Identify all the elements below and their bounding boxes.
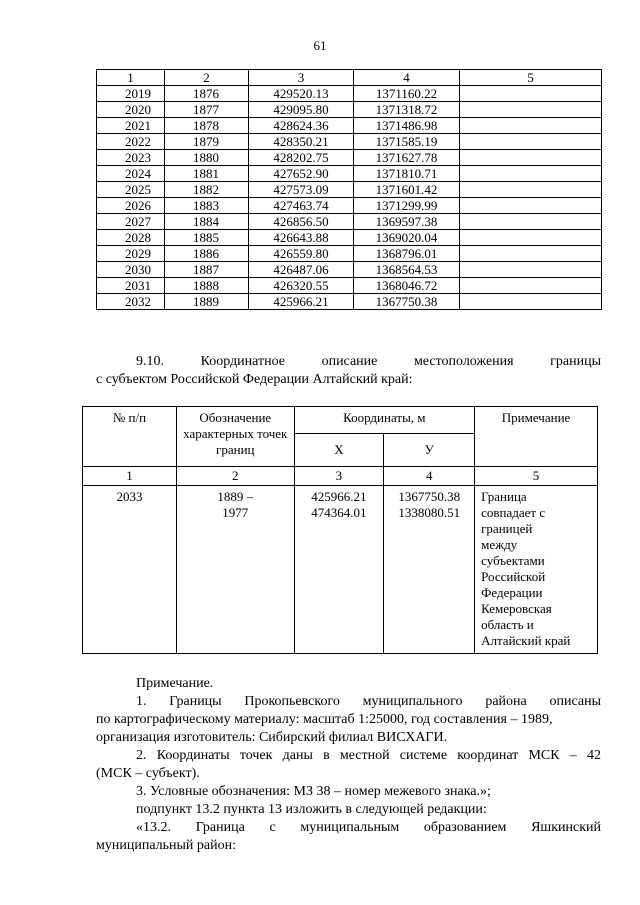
- note-line: Граница: [481, 489, 527, 504]
- y-coordinate: 1368046.72: [354, 278, 460, 294]
- point-number: 2026: [97, 198, 165, 214]
- column-index: 5: [475, 467, 598, 486]
- table-row: [97, 134, 602, 150]
- point-number: 2025: [97, 182, 165, 198]
- table-header-row: [97, 70, 602, 86]
- point-number: 2021: [97, 118, 165, 134]
- table-row: [97, 294, 602, 310]
- point-designation: 1878: [165, 118, 249, 134]
- note: [460, 102, 602, 118]
- point-number: 2020: [97, 102, 165, 118]
- point-designation: 1888: [165, 278, 249, 294]
- column-index: 2: [165, 70, 249, 86]
- y-coordinate: 1371160.22: [354, 86, 460, 102]
- note-line: совпадает с: [481, 505, 546, 520]
- note: [460, 246, 602, 262]
- table-header-row: [83, 407, 598, 434]
- quote-line-2: муниципальный район:: [96, 838, 237, 853]
- header-designation: Обозначение характерных точек границ: [177, 407, 295, 467]
- note-line: Кемеровская: [481, 601, 552, 616]
- point-designation: 1889: [165, 294, 249, 310]
- note-item-2-line-1: 2. Координаты точек даны в местной системе координат МСК – 42: [136, 748, 601, 763]
- table-row: [97, 262, 602, 278]
- table-row: [97, 198, 602, 214]
- table-index-row: [83, 467, 598, 486]
- point-number: 2032: [97, 294, 165, 310]
- x-coordinate: 428624.36: [249, 118, 354, 134]
- x-coordinate: 426559.80: [249, 246, 354, 262]
- point-number: 2023: [97, 150, 165, 166]
- row-num: 2033: [83, 486, 177, 654]
- y-coordinate: 1371601.42: [354, 182, 460, 198]
- point-designation: 1886: [165, 246, 249, 262]
- point-number: 2029: [97, 246, 165, 262]
- quote-line-1: «13.2. Граница с муниципальным образованием Яшкинский: [136, 820, 601, 835]
- y-value: 1367750.38: [398, 489, 461, 504]
- y-coordinate: 1368564.53: [354, 262, 460, 278]
- point-designation: 1881: [165, 166, 249, 182]
- note: [460, 198, 602, 214]
- header-note: Примечание: [475, 407, 598, 467]
- x-coordinate: 427573.09: [249, 182, 354, 198]
- x-coordinate: 429520.13: [249, 86, 354, 102]
- note-line: между: [481, 537, 518, 552]
- point-designation: 1880: [165, 150, 249, 166]
- table-row: [97, 118, 602, 134]
- x-coordinate: 426643.88: [249, 230, 354, 246]
- table-row: [97, 230, 602, 246]
- row-x: [294, 486, 384, 654]
- section-heading-line-2: с субъектом Российской Федерации Алтайский край:: [96, 372, 413, 387]
- note: [460, 134, 602, 150]
- point-designation: 1877: [165, 102, 249, 118]
- point-number: 2030: [97, 262, 165, 278]
- table-row: [97, 214, 602, 230]
- coordinates-table: [96, 69, 602, 310]
- y-coordinate: 1371486.98: [354, 118, 460, 134]
- column-index: 3: [294, 467, 384, 486]
- note-line: Федерации: [481, 585, 543, 600]
- column-index: 4: [354, 70, 460, 86]
- header-num: № п/п: [83, 407, 177, 467]
- table-row: [97, 182, 602, 198]
- note: [460, 214, 602, 230]
- x-coordinate: 427463.74: [249, 198, 354, 214]
- y-coordinate: 1371318.72: [354, 102, 460, 118]
- designation-line: 1977: [222, 505, 249, 520]
- point-designation: 1885: [165, 230, 249, 246]
- note-line: Российской: [481, 569, 546, 584]
- page-number: 61: [313, 38, 327, 53]
- boundary-table: [82, 406, 598, 654]
- x-coordinate: 429095.80: [249, 102, 354, 118]
- y-coordinate: 1371810.71: [354, 166, 460, 182]
- row-designation: [177, 486, 295, 654]
- point-designation: 1879: [165, 134, 249, 150]
- designation-line: 1889 –: [217, 489, 254, 504]
- y-coordinate: 1368796.01: [354, 246, 460, 262]
- point-number: 2022: [97, 134, 165, 150]
- point-designation: 1876: [165, 86, 249, 102]
- point-number: 2028: [97, 230, 165, 246]
- note: [460, 86, 602, 102]
- note: [460, 230, 602, 246]
- point-number: 2027: [97, 214, 165, 230]
- x-coordinate: 426487.06: [249, 262, 354, 278]
- table-row: [97, 278, 602, 294]
- note-line: Алтайский край: [481, 633, 571, 648]
- y-coordinate: 1371299.99: [354, 198, 460, 214]
- point-designation: 1887: [165, 262, 249, 278]
- x-value: 474364.01: [311, 505, 367, 520]
- note-item-1-line-2: по картографическому материалу: масштаб 1:25000, год составления – 1989,: [96, 712, 553, 727]
- row-note: [475, 486, 598, 654]
- x-coordinate: 427652.90: [249, 166, 354, 182]
- y-coordinate: 1369020.04: [354, 230, 460, 246]
- note: [460, 150, 602, 166]
- x-coordinate: 428350.21: [249, 134, 354, 150]
- point-designation: 1882: [165, 182, 249, 198]
- coordinates-table-body: [97, 70, 602, 310]
- point-designation: 1884: [165, 214, 249, 230]
- note-item-1-line-3: организация изготовитель: Сибирский филиал ВИСХАГИ.: [96, 730, 448, 745]
- notes-heading: Примечание.: [136, 676, 214, 691]
- note-item-3: 3. Условные обозначения: МЗ 38 – номер межевого знака.»;: [136, 784, 491, 799]
- y-value: 1338080.51: [398, 505, 461, 520]
- note-line: область и: [481, 617, 534, 632]
- subpoint-instruction: подпункт 13.2 пункта 13 изложить в следующей редакции:: [136, 802, 487, 817]
- column-index: 3: [249, 70, 354, 86]
- table-row: [97, 246, 602, 262]
- note: [460, 278, 602, 294]
- x-coordinate: 426856.50: [249, 214, 354, 230]
- x-coordinate: 425966.21: [249, 294, 354, 310]
- column-index: 5: [460, 70, 602, 86]
- table-row: [97, 166, 602, 182]
- point-number: 2024: [97, 166, 165, 182]
- note: [460, 118, 602, 134]
- note-line: границей: [481, 521, 533, 536]
- header-x: Х: [294, 434, 384, 467]
- header-y: У: [384, 434, 475, 467]
- x-coordinate: 426320.55: [249, 278, 354, 294]
- note-item-2-line-2: (МСК – субъект).: [96, 766, 200, 781]
- note: [460, 166, 602, 182]
- table-row: [97, 86, 602, 102]
- x-coordinate: 428202.75: [249, 150, 354, 166]
- note: [460, 294, 602, 310]
- table-row: [83, 486, 598, 654]
- column-index: 1: [83, 467, 177, 486]
- column-index: 4: [384, 467, 475, 486]
- table-row: [97, 150, 602, 166]
- point-designation: 1883: [165, 198, 249, 214]
- note: [460, 262, 602, 278]
- y-coordinate: 1369597.38: [354, 214, 460, 230]
- note-item-1-line-1: 1. Границы Прокопьевского муниципального района описаны: [136, 694, 601, 709]
- y-coordinate: 1367750.38: [354, 294, 460, 310]
- point-number: 2031: [97, 278, 165, 294]
- table-row: [97, 102, 602, 118]
- y-coordinate: 1371585.19: [354, 134, 460, 150]
- note: [460, 182, 602, 198]
- section-heading-line-1: 9.10. Координатное описание местоположения границы: [136, 354, 601, 369]
- point-number: 2019: [97, 86, 165, 102]
- column-index: 2: [177, 467, 295, 486]
- row-y: [384, 486, 475, 654]
- y-coordinate: 1371627.78: [354, 150, 460, 166]
- note-line: субъектами: [481, 553, 545, 568]
- x-value: 425966.21: [311, 489, 367, 504]
- column-index: 1: [97, 70, 165, 86]
- header-coords: Координаты, м: [294, 407, 475, 434]
